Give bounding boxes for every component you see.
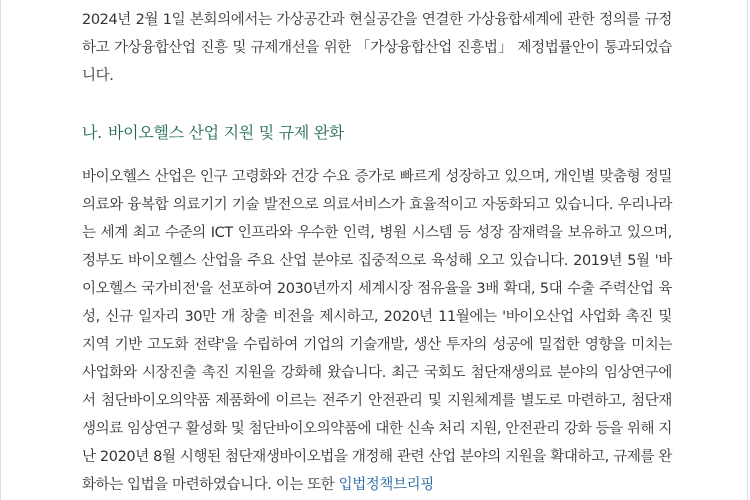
body-paragraph xyxy=(82,163,672,499)
section-heading xyxy=(82,119,672,147)
intro-paragraph: 2024년 2월 1일 본회의에서는 가상공간과 현실공간을 연결한 가상융합세계에 관한 정의를 규정하고 가상융합산업 진흥 및 규제개선을 위한 「가상융합산업 진흥법」 제정법률안이 통과되었습니다. xyxy=(82,12,672,84)
body-paragraph-text: 바이오헬스 산업은 인구 고령화와 건강 수요 증가로 빠르게 성장하고 있으며, 개인별 맞춤형 정밀의료와 융복합 의료기기 기술 발전으로 의료서비스가 효율적이고 자동화되고 있습니다. 우리나라는 세계 최고 수준의 ICT 인프라와 우수한 인력, 병원 시스템 등 성장 잠재력을 보유하고 있으며, 정부도 바이오헬스 산업을 주요 산업 분야로 집중적으로 육성해 오고 있습니다. 2019년 5월 '바이오헬스 국가비전'을 선포하여 2030년까지 세계시장 점유율을 3배 확대, 5대 수출 주력산업 육성, 신규 일자리 30만 개 창출 비전을 제시하고, 2020년 11월에는 '바이오산업 사업화 촉진 및 지역 기반 고도화 전략'을 수립하여 기업의 기술개발, 생산 투자의 성공에 밀접한 영향을 미치는 사업화와 시장진출 촉진 지원을 강화해 왔습니다. 최근 국회도 첨단재생의료 분야의 임상연구에서 첨단바이오의약품 제품화에 이르는 전주기 안전관리 및 지원체계를 별도로 마련하고, 첨단재생의료 임상연구 활성화 및 첨단바이오의약품에 대한 신속 처리 지원, 안전관리 강화 등을 위해 지난 2020년 8월 시행된 첨단재생바이오법을 개정해 관련 산업 분야의 지원을 확대하고, 규제를 완화하는 입법을 마련하였습니다. 이는 또한 xyxy=(82,169,672,493)
policy-briefing-link[interactable]: 입법정책브리핑 xyxy=(338,477,434,493)
section-number: 나. xyxy=(82,123,102,142)
document-body xyxy=(82,6,672,499)
section-title: 바이오헬스 산업 지원 및 규제 완화 xyxy=(107,123,345,142)
